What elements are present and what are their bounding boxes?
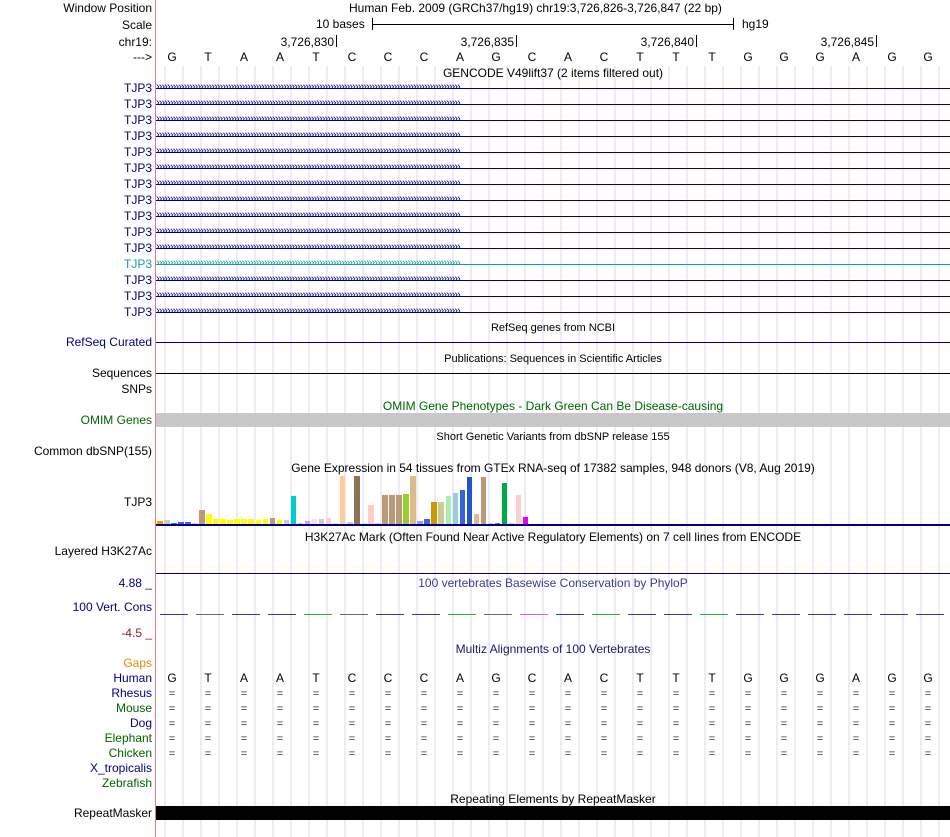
multiz-human-base: C — [527, 671, 537, 685]
ruler-tick — [516, 35, 517, 47]
gtex-tissue-bar[interactable] — [516, 495, 522, 524]
multiz-match-mark: = — [420, 718, 428, 730]
gtex-tissue-bar[interactable] — [291, 496, 297, 524]
multiz-match-mark: = — [636, 733, 644, 745]
gencode-strand-arrows: ›››››››››››››››››››››››››››››››››››››››››››››››››››››››››››››››››››››››››››››››››››››››››››››››››››››››››››››› — [156, 161, 460, 173]
multiz-human-base: A — [239, 671, 248, 685]
gtex-tissue-bar[interactable] — [340, 476, 346, 524]
multiz-human-base: G — [815, 671, 825, 685]
gencode-transcript[interactable] — [156, 161, 950, 175]
phylop-dash — [232, 614, 260, 615]
multiz-match-mark: = — [672, 733, 680, 745]
multiz-match-mark: = — [348, 688, 356, 700]
gencode-transcript[interactable] — [156, 305, 950, 319]
phylop-dash — [916, 614, 944, 615]
phylop-dash — [484, 614, 512, 615]
gtex-tissue-bar[interactable] — [382, 495, 388, 524]
multiz-match-mark: = — [852, 688, 860, 700]
multiz-match-mark: = — [204, 748, 212, 760]
phylop-track-title[interactable]: 100 vertebrates Basewise Conservation by PhyloP — [418, 576, 688, 590]
multiz-match-mark: = — [456, 748, 464, 760]
multiz-human-base: C — [347, 671, 357, 685]
multiz-species-label[interactable]: Mouse — [115, 701, 152, 715]
multiz-match-mark: = — [384, 748, 392, 760]
multiz-human-base: C — [419, 671, 429, 685]
multiz-match-mark: = — [384, 703, 392, 715]
multiz-match-mark: = — [204, 718, 212, 730]
multiz-match-mark: = — [852, 748, 860, 760]
multiz-match-mark: = — [528, 688, 536, 700]
multiz-match-mark: = — [672, 703, 680, 715]
gtex-tissue-bar[interactable] — [396, 495, 402, 524]
multiz-match-mark: = — [168, 748, 176, 760]
gencode-transcript[interactable] — [156, 81, 950, 95]
gencode-strand-arrows: ›››››››››››››››››››››››››››››››››››››››››››››››››››››››››››››››››››››››››››››››››››››››››››››››››››››››››››››› — [156, 193, 460, 205]
gencode-strand-arrows: ›››››››››››››››››››››››››››››››››››››››››››››››››››››››››››››››››››››››››››››››››››››››››››››››››››››››››››››› — [156, 289, 460, 301]
gtex-tissue-bar[interactable] — [460, 490, 466, 524]
gtex-tissue-bar[interactable] — [467, 477, 473, 524]
gencode-strand-arrows: ›››››››››››››››››››››››››››››››››››››››››››››››››››››››››››››››››››››››››››››››››››››››››››››››››››››››››››››› — [156, 177, 460, 189]
gtex-tissue-bar[interactable] — [410, 476, 416, 524]
multiz-match-mark: = — [924, 748, 932, 760]
multiz-human-base: G — [923, 671, 933, 685]
multiz-match-mark: = — [276, 748, 284, 760]
phylop-dash — [448, 614, 476, 615]
gencode-item-label[interactable]: TJP3 — [123, 161, 152, 175]
dna-base: C — [599, 50, 609, 64]
gencode-item-label[interactable]: TJP3 — [123, 113, 152, 127]
phylop-dash — [844, 614, 872, 615]
multiz-match-mark: = — [636, 703, 644, 715]
multiz-match-mark: = — [312, 688, 320, 700]
multiz-match-mark: = — [276, 718, 284, 730]
multiz-match-mark: = — [888, 703, 896, 715]
phylop-dash — [520, 614, 548, 615]
omim-track-title[interactable]: OMIM Gene Phenotypes - Dark Green Can Be Disease-causing — [382, 399, 724, 413]
multiz-match-mark: = — [492, 718, 500, 730]
phylop-dash — [592, 614, 620, 615]
ruler-position-label: 3,726,835 — [460, 35, 514, 49]
multiz-match-mark: = — [600, 703, 608, 715]
multiz-match-mark: = — [672, 748, 680, 760]
gtex-tissue-bar[interactable] — [446, 496, 452, 524]
assembly-label: hg19 — [742, 17, 769, 31]
phylop-min-label: -4.5 _ — [121, 626, 152, 640]
gtex-tissue-bar[interactable] — [453, 493, 459, 524]
multiz-match-mark: = — [708, 718, 716, 730]
dna-base: A — [563, 50, 572, 64]
gtex-track-title[interactable]: Gene Expression in 54 tissues from GTEx RNA-seq of 17382 samples, 948 donors (V8, Aug 2019) — [291, 461, 815, 475]
dna-base: A — [455, 50, 464, 64]
multiz-match-mark: = — [384, 733, 392, 745]
multiz-human-base: G — [491, 671, 501, 685]
multiz-match-mark: = — [816, 703, 824, 715]
multiz-species-label[interactable]: Chicken — [108, 746, 152, 760]
gtex-track-label[interactable]: TJP3 — [123, 495, 152, 509]
dna-base: C — [419, 50, 429, 64]
gtex-tissue-bar[interactable] — [502, 483, 508, 524]
phylop-dash — [772, 614, 800, 615]
multiz-human-base: G — [779, 671, 789, 685]
phylop-dash — [412, 614, 440, 615]
repeatmasker-track-title[interactable]: Repeating Elements by RepeatMasker — [450, 792, 656, 806]
dna-base: G — [779, 50, 789, 64]
window-position-label: Window Position — [63, 1, 152, 15]
multiz-match-mark: = — [744, 718, 752, 730]
publications-track-title[interactable]: Publications: Sequences in Scientific Articles — [444, 353, 662, 365]
gencode-transcript[interactable] — [156, 193, 950, 207]
multiz-match-mark: = — [708, 748, 716, 760]
gencode-item-label[interactable]: TJP3 — [123, 225, 152, 239]
chrom-label: chr19: — [118, 35, 152, 49]
phylop-dash — [736, 614, 764, 615]
multiz-human-base: A — [851, 671, 860, 685]
multiz-species-label[interactable]: Zebrafish — [101, 776, 152, 790]
multiz-species-label[interactable]: Elephant — [104, 731, 152, 745]
phylop-dash — [160, 614, 188, 615]
multiz-match-mark: = — [564, 718, 572, 730]
multiz-match-mark: = — [924, 703, 932, 715]
multiz-human-base: T — [636, 671, 644, 685]
refseq-track-label[interactable]: RefSeq Curated — [65, 335, 152, 349]
multiz-match-mark: = — [168, 688, 176, 700]
multiz-match-mark: = — [240, 703, 248, 715]
multiz-match-mark: = — [240, 688, 248, 700]
phylop-dash — [664, 614, 692, 615]
gencode-transcript[interactable] — [156, 241, 950, 255]
multiz-match-mark: = — [240, 733, 248, 745]
multiz-match-mark: = — [168, 703, 176, 715]
multiz-match-mark: = — [780, 688, 788, 700]
multiz-human-base: A — [455, 671, 464, 685]
multiz-match-mark: = — [816, 718, 824, 730]
multiz-match-mark: = — [564, 733, 572, 745]
multiz-match-mark: = — [708, 733, 716, 745]
phylop-dash — [304, 614, 332, 615]
multiz-match-mark: = — [636, 718, 644, 730]
dna-base: T — [672, 50, 680, 64]
phylop-dash — [268, 614, 296, 615]
multiz-match-mark: = — [672, 718, 680, 730]
multiz-match-mark: = — [312, 733, 320, 745]
multiz-match-mark: = — [744, 748, 752, 760]
gencode-strand-arrows: ›››››››››››››››››››››››››››››››››››››››››››››››››››››››››››››››››››››››››››››››››››››››››››››››››››››››››››››› — [156, 257, 460, 269]
ruler-position-label: 3,726,845 — [820, 35, 874, 49]
multiz-match-mark: = — [420, 688, 428, 700]
gencode-item-label[interactable]: TJP3 — [123, 81, 152, 95]
multiz-match-mark: = — [456, 733, 464, 745]
multiz-match-mark: = — [204, 733, 212, 745]
multiz-human-base: G — [167, 671, 177, 685]
omim-track-label[interactable]: OMIM Genes — [80, 413, 152, 427]
dna-base: C — [527, 50, 537, 64]
multiz-match-mark: = — [744, 733, 752, 745]
multiz-match-mark: = — [276, 733, 284, 745]
gencode-item-label[interactable]: TJP3 — [123, 129, 152, 143]
multiz-match-mark: = — [240, 718, 248, 730]
multiz-match-mark: = — [420, 733, 428, 745]
multiz-match-mark: = — [204, 688, 212, 700]
multiz-match-mark: = — [708, 688, 716, 700]
multiz-match-mark: = — [348, 703, 356, 715]
multiz-human-base: G — [887, 671, 897, 685]
scale-bar — [373, 24, 733, 25]
dna-base: G — [923, 50, 933, 64]
phylop-dash — [808, 614, 836, 615]
dna-base: G — [815, 50, 825, 64]
dna-base: G — [887, 50, 897, 64]
dna-base: C — [347, 50, 357, 64]
multiz-match-mark: = — [456, 703, 464, 715]
gtex-tissue-bar[interactable] — [354, 476, 360, 524]
multiz-track-title[interactable]: Multiz Alignments of 100 Vertebrates — [455, 642, 651, 656]
multiz-match-mark: = — [492, 688, 500, 700]
phylop-dash — [700, 614, 728, 615]
gencode-item-label[interactable]: TJP3 — [123, 193, 152, 207]
gencode-strand-arrows: ›››››››››››››››››››››››››››››››››››››››››››››››››››››››››››››››››››››››››››››››››››››››››››››››››››››››››››››› — [156, 97, 460, 109]
multiz-match-mark: = — [240, 748, 248, 760]
ruler-position-label: 3,726,840 — [640, 35, 694, 49]
phylop-dash — [376, 614, 404, 615]
scale-text: 10 bases — [316, 17, 365, 31]
multiz-match-mark: = — [456, 688, 464, 700]
gencode-item-label[interactable]: TJP3 — [123, 177, 152, 191]
multiz-match-mark: = — [636, 688, 644, 700]
multiz-match-mark: = — [384, 718, 392, 730]
multiz-human-base: A — [563, 671, 572, 685]
gencode-item-label[interactable]: TJP3 — [123, 305, 152, 319]
dna-base: T — [204, 50, 212, 64]
gtex-tissue-bar[interactable] — [403, 494, 409, 524]
gencode-item-label[interactable]: TJP3 — [123, 289, 152, 303]
gencode-transcript[interactable] — [156, 289, 950, 303]
multiz-match-mark: = — [564, 703, 572, 715]
gencode-item-label[interactable]: TJP3 — [123, 97, 152, 111]
multiz-human-base: A — [275, 671, 284, 685]
multiz-match-mark: = — [780, 733, 788, 745]
gtex-tissue-bar[interactable] — [368, 505, 374, 524]
multiz-human-base: T — [204, 671, 212, 685]
multiz-human-base: G — [743, 671, 753, 685]
multiz-match-mark: = — [636, 748, 644, 760]
gtex-tissue-bar[interactable] — [438, 502, 444, 524]
multiz-match-mark: = — [888, 688, 896, 700]
multiz-match-mark: = — [492, 703, 500, 715]
multiz-match-mark: = — [780, 703, 788, 715]
phylop-dash — [880, 614, 908, 615]
gencode-strand-arrows: ›››››››››››››››››››››››››››››››››››››››››››››››››››››››››››››››››››››››››››››››››››››››››››››››››››››››››››››› — [156, 209, 460, 221]
multiz-match-mark: = — [384, 688, 392, 700]
scale-bar-right-tick — [733, 18, 734, 30]
multiz-match-mark: = — [276, 688, 284, 700]
multiz-match-mark: = — [528, 733, 536, 745]
multiz-match-mark: = — [528, 718, 536, 730]
multiz-match-mark: = — [888, 748, 896, 760]
phylop-dash — [196, 614, 224, 615]
h3k27ac-track-title[interactable]: H3K27Ac Mark (Often Found Near Active Regulatory Elements) on 7 cell lines from ENCODE — [304, 530, 802, 544]
repeatmasker-track-label[interactable]: RepeatMasker — [73, 806, 152, 820]
multiz-human-base: T — [708, 671, 716, 685]
ruler-tick — [876, 35, 877, 47]
gencode-transcript[interactable] — [156, 209, 950, 223]
dna-base: A — [275, 50, 284, 64]
phylop-dash — [556, 614, 584, 615]
multiz-match-mark: = — [312, 703, 320, 715]
multiz-match-mark: = — [348, 748, 356, 760]
multiz-match-mark: = — [420, 748, 428, 760]
multiz-match-mark: = — [600, 688, 608, 700]
gencode-strand-arrows: ›››››››››››››››››››››››››››››››››››››››››››››››››››››››››››››››››››››››››››››››››››››››››››››››››››››››››››››› — [156, 241, 460, 253]
multiz-match-mark: = — [600, 748, 608, 760]
gtex-tissue-bar[interactable] — [431, 502, 437, 524]
multiz-match-mark: = — [816, 748, 824, 760]
gencode-strand-arrows: ›››››››››››››››››››››››››››››››››››››››››››››››››››››››››››››››››››››››››››››››››››››››››››››››››››››››››››››› — [156, 305, 460, 317]
multiz-match-mark: = — [312, 748, 320, 760]
dna-base: C — [383, 50, 393, 64]
dna-base: G — [743, 50, 753, 64]
multiz-match-mark: = — [600, 718, 608, 730]
gencode-transcript[interactable] — [156, 145, 950, 159]
multiz-match-mark: = — [312, 718, 320, 730]
publications-line — [156, 373, 950, 374]
dna-base: G — [491, 50, 501, 64]
multiz-match-mark: = — [672, 688, 680, 700]
multiz-match-mark: = — [924, 718, 932, 730]
multiz-match-mark: = — [888, 733, 896, 745]
multiz-human-base: T — [672, 671, 680, 685]
multiz-match-mark: = — [924, 733, 932, 745]
multiz-match-mark: = — [564, 748, 572, 760]
repeatmasker-feature-bar[interactable] — [156, 806, 950, 820]
gtex-bar-chart[interactable] — [157, 476, 537, 524]
gencode-strand-arrows: ›››››››››››››››››››››››››››››››››››››››››››››››››››››››››››››››››››››››››››››››››››››››››››››››››››››››››››››› — [156, 225, 460, 237]
gencode-transcript[interactable] — [156, 225, 950, 239]
dbsnp-track-title[interactable]: Short Genetic Variants from dbSNP release 155 — [436, 431, 670, 443]
gencode-item-label[interactable]: TJP3 — [123, 241, 152, 255]
gencode-strand-arrows: ›››››››››››››››››››››››››››››››››››››››››››››››››››››››››››››››››››››››››››››››››››››››››››››››››››››››››››››› — [156, 145, 460, 157]
multiz-match-mark: = — [816, 688, 824, 700]
multiz-match-mark: = — [888, 718, 896, 730]
ruler-tick — [336, 35, 337, 47]
gtex-baseline — [156, 524, 950, 526]
h3k27ac-baseline — [156, 573, 950, 574]
gtex-tissue-bar[interactable] — [523, 517, 529, 524]
multiz-match-mark: = — [204, 703, 212, 715]
gencode-transcript[interactable] — [156, 177, 950, 191]
multiz-match-mark: = — [276, 703, 284, 715]
scale-label: Scale — [121, 18, 152, 32]
refseq-line — [156, 342, 950, 343]
multiz-species-label[interactable]: X_tropicalis — [89, 761, 152, 775]
phylop-max-label: 4.88 _ — [118, 576, 152, 590]
dna-base: G — [167, 50, 177, 64]
dna-base: A — [851, 50, 860, 64]
dna-base: T — [312, 50, 320, 64]
multiz-match-mark: = — [456, 718, 464, 730]
multiz-match-mark: = — [528, 703, 536, 715]
multiz-match-mark: = — [348, 718, 356, 730]
multiz-match-mark: = — [780, 748, 788, 760]
multiz-match-mark: = — [852, 703, 860, 715]
gencode-item-label[interactable]: TJP3 — [123, 209, 152, 223]
refseq-track-title[interactable]: RefSeq genes from NCBI — [490, 322, 616, 334]
dna-base: A — [239, 50, 248, 64]
phylop-dash — [340, 614, 368, 615]
gencode-track-title[interactable]: GENCODE V49lift37 (2 items filtered out) — [442, 66, 664, 80]
snps-track-label[interactable]: SNPs — [121, 382, 152, 396]
multiz-species-label[interactable]: Human — [113, 671, 152, 685]
gencode-item-label[interactable]: TJP3 — [123, 145, 152, 159]
multiz-gaps-label: Gaps — [123, 656, 152, 670]
strand-label: ---> — [133, 50, 152, 64]
multiz-match-mark: = — [780, 718, 788, 730]
multiz-match-mark: = — [420, 703, 428, 715]
multiz-species-label[interactable]: Rhesus — [111, 686, 152, 700]
multiz-match-mark: = — [492, 733, 500, 745]
gencode-strand-arrows: ›››››››››››››››››››››››››››››››››››››››››››››››››››››››››››››››››››››››››››››››››››››››››››››››››››››››››››››› — [156, 129, 460, 141]
multiz-match-mark: = — [744, 688, 752, 700]
gencode-transcript[interactable] — [156, 273, 950, 287]
ruler-tick — [696, 35, 697, 47]
publications-track-label[interactable]: Sequences — [91, 366, 152, 380]
phylop-track-label[interactable]: 100 Vert. Cons — [72, 600, 152, 614]
multiz-match-mark: = — [816, 733, 824, 745]
gencode-strand-arrows: ›››››››››››››››››››››››››››››››››››››››››››››››››››››››››››››››››››››››››››››››››››››››››››››››››››››››››››››› — [156, 81, 460, 93]
multiz-match-mark: = — [852, 733, 860, 745]
window-position-text[interactable]: Human Feb. 2009 (GRCh37/hg19) chr19:3,726,826-3,726,847 (22 bp) — [349, 1, 722, 15]
multiz-match-mark: = — [600, 733, 608, 745]
multiz-species-label[interactable]: Dog — [129, 716, 152, 730]
gencode-transcript[interactable] — [156, 113, 950, 127]
phylop-dash — [628, 614, 656, 615]
gtex-tissue-bar[interactable] — [474, 514, 480, 524]
multiz-match-mark: = — [168, 733, 176, 745]
gencode-strand-arrows: ›››››››››››››››››››››››››››››››››››››››››››››››››››››››››››››››››››››››››››››››››››››››››››››››››››››››››››››› — [156, 273, 460, 285]
ruler-position-label: 3,726,830 — [280, 35, 334, 49]
multiz-match-mark: = — [348, 733, 356, 745]
multiz-match-mark: = — [924, 688, 932, 700]
multiz-human-base: C — [383, 671, 393, 685]
multiz-human-base: C — [599, 671, 609, 685]
multiz-human-base: T — [312, 671, 320, 685]
gencode-transcript[interactable] — [156, 129, 950, 143]
scale-bar-left-tick — [372, 18, 373, 30]
gencode-transcript[interactable] — [156, 257, 950, 271]
omim-feature-bar[interactable] — [156, 413, 950, 427]
multiz-match-mark: = — [168, 718, 176, 730]
gencode-strand-arrows: ›››››››››››››››››››››››››››››››››››››››››››››››››››››››››››››››››››››››››››››››››››››››››››››››››››››››››››››› — [156, 113, 460, 125]
multiz-match-mark: = — [492, 748, 500, 760]
gtex-tissue-bar[interactable] — [481, 477, 487, 524]
dbsnp-track-label[interactable]: Common dbSNP(155) — [33, 444, 152, 458]
dna-base: T — [708, 50, 716, 64]
multiz-match-mark: = — [708, 703, 716, 715]
multiz-match-mark: = — [564, 688, 572, 700]
dna-base: T — [636, 50, 644, 64]
gencode-item-label[interactable]: TJP3 — [123, 257, 152, 271]
multiz-match-mark: = — [528, 748, 536, 760]
gtex-tissue-bar[interactable] — [206, 514, 212, 524]
gtex-tissue-bar[interactable] — [389, 495, 395, 524]
multiz-match-mark: = — [744, 703, 752, 715]
multiz-match-mark: = — [852, 718, 860, 730]
gtex-tissue-bar[interactable] — [199, 510, 205, 524]
gencode-item-label[interactable]: TJP3 — [123, 273, 152, 287]
h3k27ac-track-label[interactable]: Layered H3K27Ac — [54, 544, 152, 558]
gencode-transcript[interactable] — [156, 97, 950, 111]
